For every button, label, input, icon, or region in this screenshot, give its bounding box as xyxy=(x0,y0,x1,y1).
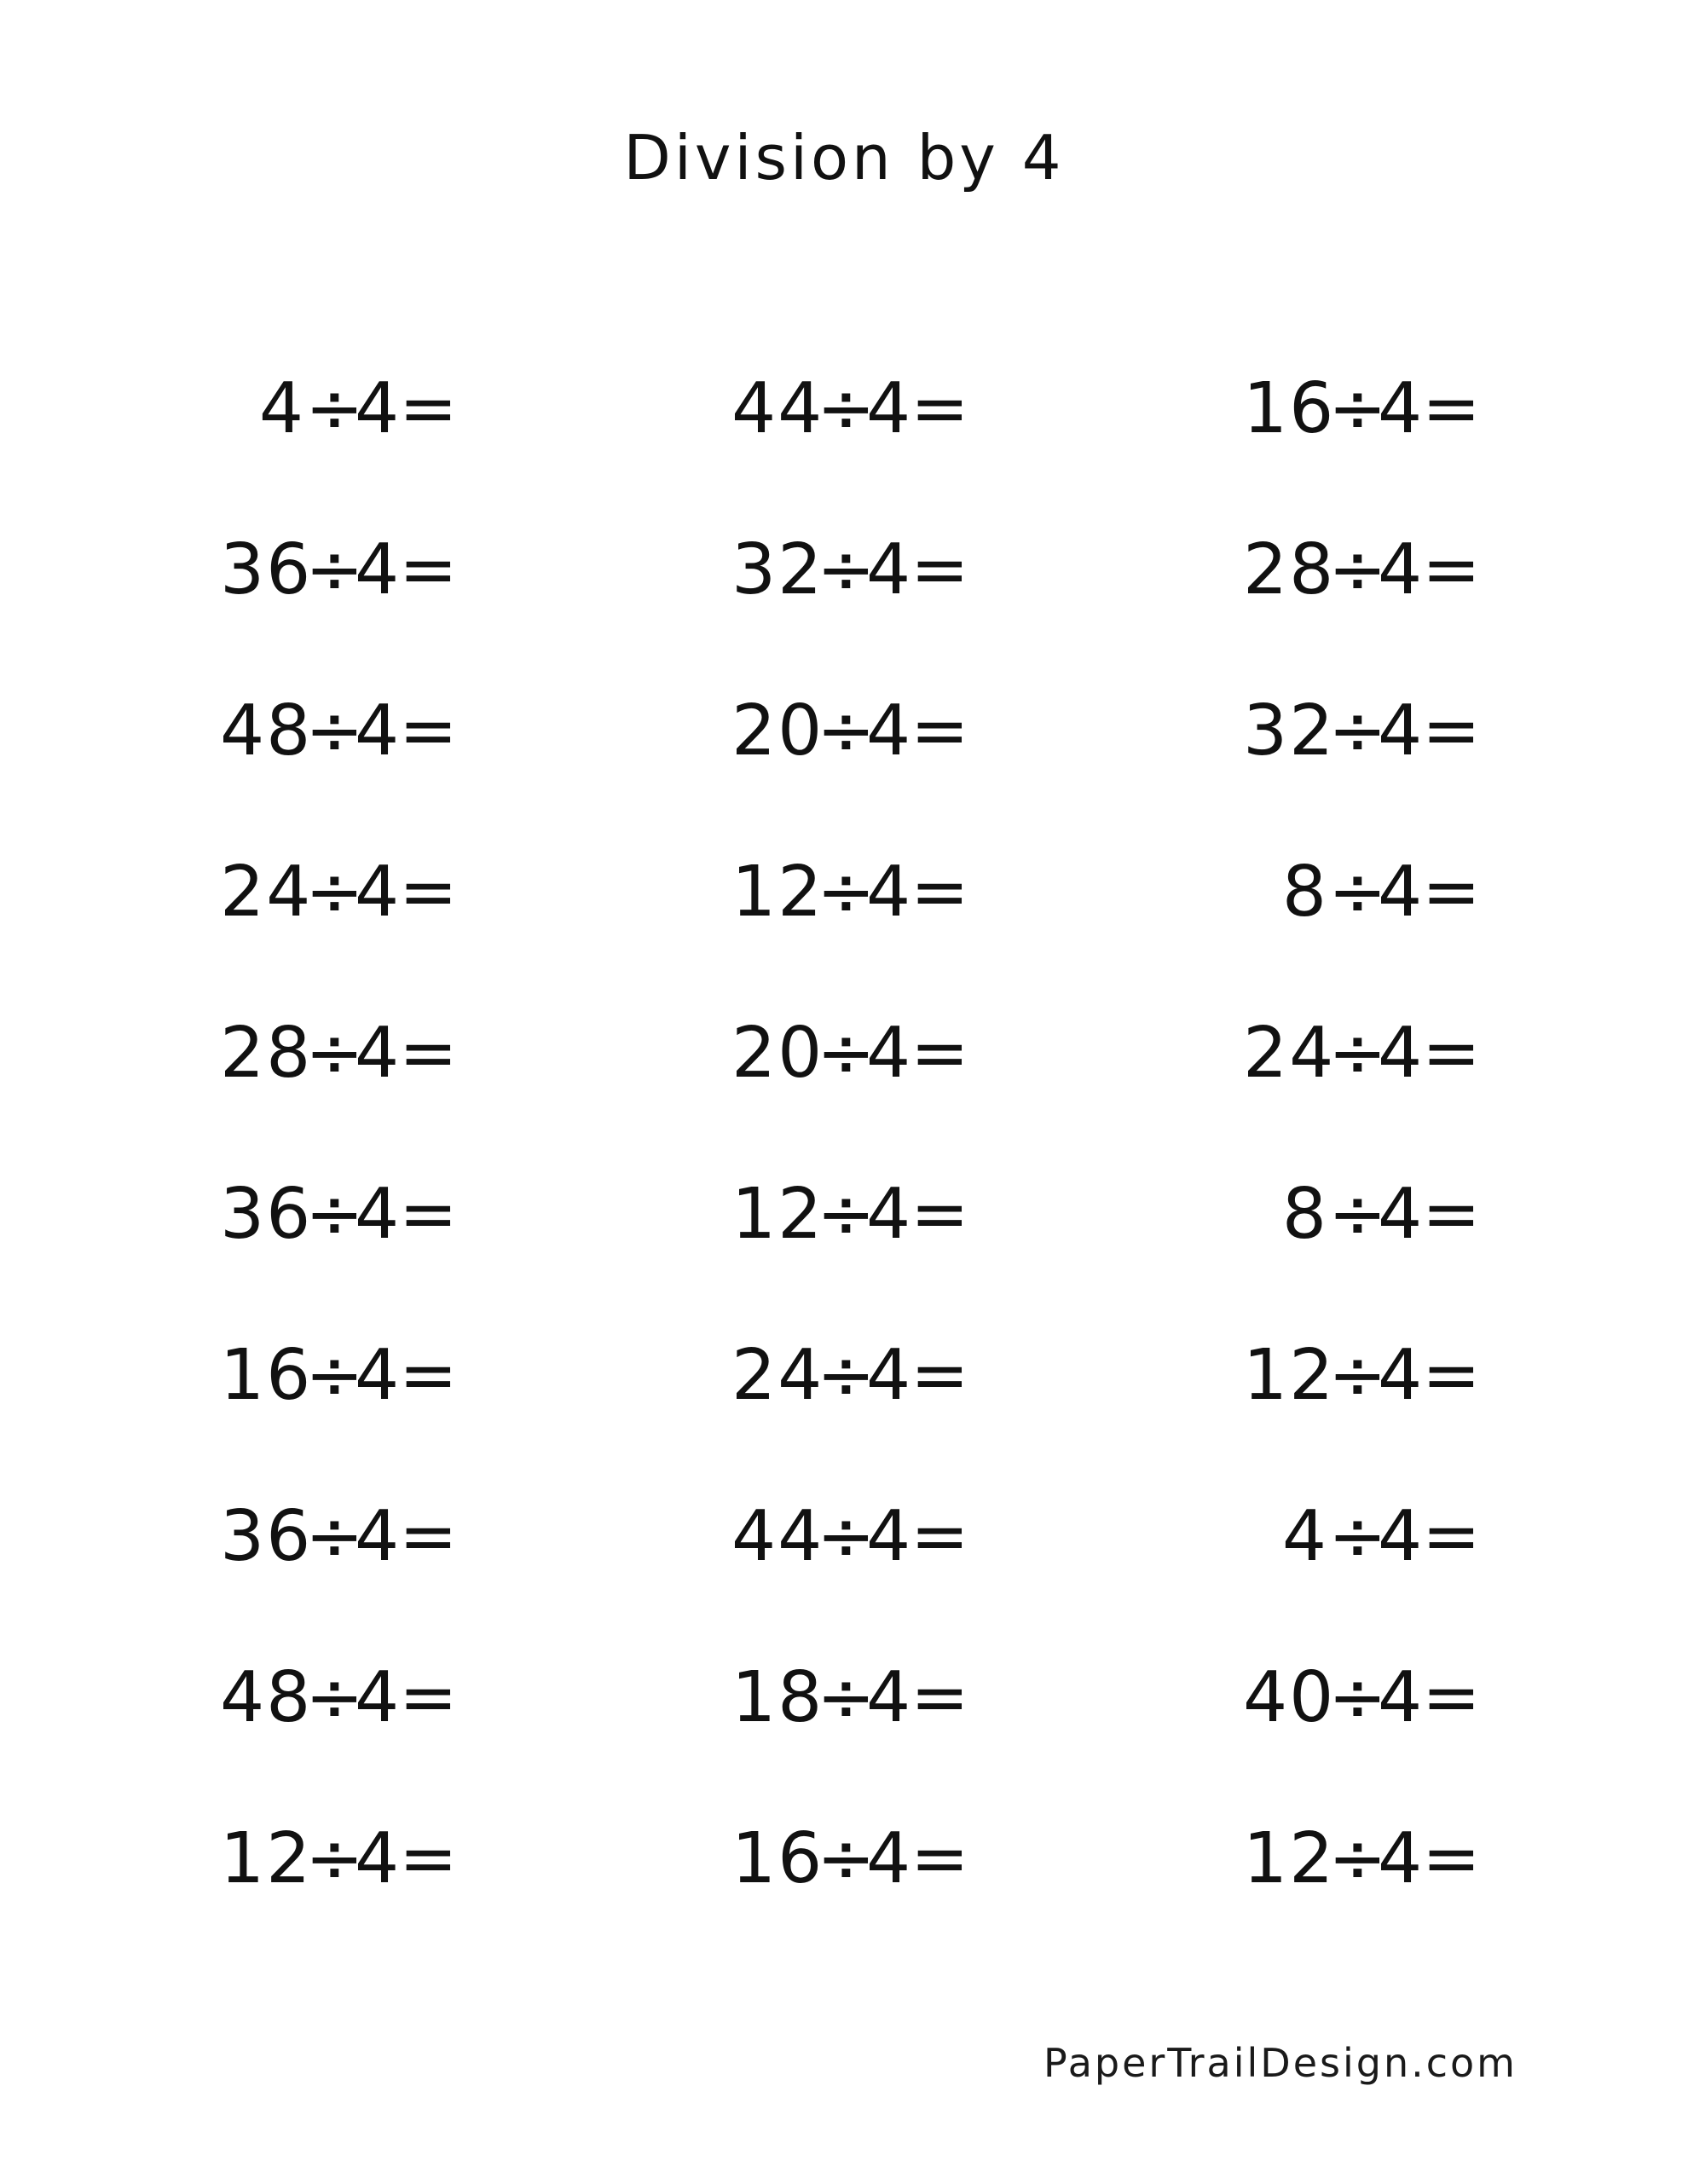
worksheet-title: Division by 4 xyxy=(623,122,1065,194)
problem-operator: ÷ xyxy=(1328,1174,1387,1255)
problem-dividend: 12 xyxy=(731,852,824,933)
problem-equals: = xyxy=(1422,1657,1481,1738)
problem-divisor: 4 xyxy=(1378,690,1423,771)
problem-equals: = xyxy=(1422,529,1481,610)
problem-equals: = xyxy=(1422,1818,1481,1899)
division-problem xyxy=(220,680,458,783)
problem-operator: ÷ xyxy=(1328,1496,1387,1577)
problem-dividend: 40 xyxy=(1243,1657,1336,1738)
problem-divisor: 4 xyxy=(866,529,911,610)
problem-divisor: 4 xyxy=(355,1013,400,1094)
problem-operator: ÷ xyxy=(817,690,876,771)
problem-operator: ÷ xyxy=(305,1335,364,1416)
problem-operator: ÷ xyxy=(817,368,876,449)
problem-equals: = xyxy=(1422,1174,1481,1255)
problem-operator: ÷ xyxy=(305,690,364,771)
problem-equals: = xyxy=(399,1013,458,1094)
problem-dividend: 4 xyxy=(1281,1496,1328,1577)
division-problem xyxy=(1243,680,1481,783)
problem-dividend: 36 xyxy=(220,529,313,610)
problem-dividend: 44 xyxy=(731,368,824,449)
problem-divisor: 4 xyxy=(866,852,911,933)
problem-divisor: 4 xyxy=(866,1496,911,1577)
problem-dividend: 36 xyxy=(220,1174,313,1255)
problem-equals: = xyxy=(1422,368,1481,449)
problem-operator: ÷ xyxy=(817,1818,876,1899)
division-problem xyxy=(1243,841,1481,944)
problem-dividend: 12 xyxy=(1243,1818,1336,1899)
problem-dividend: 24 xyxy=(220,852,313,933)
problem-dividend: 28 xyxy=(1243,529,1336,610)
problem-equals: = xyxy=(399,852,458,933)
division-problem xyxy=(1243,1486,1481,1588)
problem-dividend: 20 xyxy=(731,690,824,771)
problem-row xyxy=(0,1808,1688,1910)
problem-equals: = xyxy=(399,1174,458,1255)
problem-dividend: 12 xyxy=(731,1174,824,1255)
problem-divisor: 4 xyxy=(355,1818,400,1899)
problem-equals: = xyxy=(910,1013,969,1094)
division-problem xyxy=(1243,519,1481,621)
problem-equals: = xyxy=(1422,1013,1481,1094)
problem-dividend: 8 xyxy=(1281,1174,1328,1255)
problem-equals: = xyxy=(910,690,969,771)
division-problem xyxy=(220,1486,458,1588)
division-problem xyxy=(220,1647,458,1749)
footer-website: PaperTrailDesign.com xyxy=(1043,2040,1517,2086)
problem-row xyxy=(0,1002,1688,1105)
problem-equals: = xyxy=(910,1335,969,1416)
problem-equals: = xyxy=(1422,1335,1481,1416)
division-problem xyxy=(220,1002,458,1105)
problem-dividend: 18 xyxy=(731,1657,824,1738)
problem-row xyxy=(0,1164,1688,1266)
problem-dividend: 4 xyxy=(258,368,305,449)
problem-dividend: 12 xyxy=(1243,1335,1336,1416)
problem-row xyxy=(0,519,1688,621)
problem-operator: ÷ xyxy=(305,1174,364,1255)
problem-dividend: 16 xyxy=(731,1818,824,1899)
problem-operator: ÷ xyxy=(1328,1657,1387,1738)
division-problem xyxy=(731,1164,969,1266)
problem-divisor: 4 xyxy=(1378,368,1423,449)
division-problem xyxy=(1243,358,1481,460)
problem-divisor: 4 xyxy=(355,1657,400,1738)
problem-dividend: 36 xyxy=(220,1496,313,1577)
problem-equals: = xyxy=(399,1818,458,1899)
problem-divisor: 4 xyxy=(1378,529,1423,610)
problem-divisor: 4 xyxy=(355,690,400,771)
division-problem xyxy=(220,1808,458,1910)
problem-equals: = xyxy=(399,690,458,771)
problem-operator: ÷ xyxy=(817,1496,876,1577)
division-problem xyxy=(731,1325,969,1427)
problem-divisor: 4 xyxy=(866,1818,911,1899)
problem-divisor: 4 xyxy=(355,368,400,449)
problem-equals: = xyxy=(399,1657,458,1738)
problem-divisor: 4 xyxy=(355,1496,400,1577)
division-problem xyxy=(731,358,969,460)
problem-divisor: 4 xyxy=(1378,1013,1423,1094)
problem-operator: ÷ xyxy=(817,1174,876,1255)
problem-divisor: 4 xyxy=(1378,1174,1423,1255)
division-problem xyxy=(731,1808,969,1910)
problem-equals: = xyxy=(399,529,458,610)
division-problem xyxy=(1243,1808,1481,1910)
problem-divisor: 4 xyxy=(1378,1818,1423,1899)
problem-equals: = xyxy=(910,1818,969,1899)
problem-equals: = xyxy=(910,368,969,449)
problem-divisor: 4 xyxy=(866,1013,911,1094)
problem-operator: ÷ xyxy=(1328,1013,1387,1094)
problem-divisor: 4 xyxy=(355,1174,400,1255)
problem-operator: ÷ xyxy=(817,1335,876,1416)
problem-operator: ÷ xyxy=(1328,1335,1387,1416)
problem-operator: ÷ xyxy=(817,852,876,933)
problem-divisor: 4 xyxy=(866,368,911,449)
problem-operator: ÷ xyxy=(305,1657,364,1738)
problem-divisor: 4 xyxy=(866,1174,911,1255)
problem-row xyxy=(0,680,1688,783)
problem-equals: = xyxy=(399,1335,458,1416)
division-problem xyxy=(220,358,458,460)
division-problem xyxy=(731,1002,969,1105)
division-problem xyxy=(731,1486,969,1588)
problem-operator: ÷ xyxy=(305,852,364,933)
division-problem xyxy=(1243,1647,1481,1749)
division-problem xyxy=(220,1325,458,1427)
problem-operator: ÷ xyxy=(817,1013,876,1094)
problem-operator: ÷ xyxy=(1328,529,1387,610)
division-problem xyxy=(220,519,458,621)
problem-dividend: 12 xyxy=(220,1818,313,1899)
problem-dividend: 48 xyxy=(220,1657,313,1738)
problem-equals: = xyxy=(399,1496,458,1577)
problem-operator: ÷ xyxy=(305,1818,364,1899)
problem-operator: ÷ xyxy=(305,529,364,610)
problem-operator: ÷ xyxy=(1328,690,1387,771)
problem-equals: = xyxy=(910,1174,969,1255)
problem-divisor: 4 xyxy=(355,1335,400,1416)
problem-equals: = xyxy=(1422,852,1481,933)
problem-row xyxy=(0,1325,1688,1427)
problem-operator: ÷ xyxy=(817,1657,876,1738)
problem-operator: ÷ xyxy=(1328,1818,1387,1899)
problem-operator: ÷ xyxy=(305,1013,364,1094)
problem-row xyxy=(0,1647,1688,1749)
problem-divisor: 4 xyxy=(866,1657,911,1738)
problem-dividend: 48 xyxy=(220,690,313,771)
division-problem xyxy=(220,1164,458,1266)
problem-row xyxy=(0,358,1688,460)
problem-equals: = xyxy=(910,1496,969,1577)
problem-dividend: 16 xyxy=(220,1335,313,1416)
problem-equals: = xyxy=(1422,1496,1481,1577)
problem-divisor: 4 xyxy=(355,529,400,610)
problem-divisor: 4 xyxy=(866,690,911,771)
problem-operator: ÷ xyxy=(1328,852,1387,933)
problem-equals: = xyxy=(910,529,969,610)
problem-operator: ÷ xyxy=(305,1496,364,1577)
problem-row xyxy=(0,1486,1688,1588)
problem-equals: = xyxy=(1422,690,1481,771)
problem-equals: = xyxy=(910,1657,969,1738)
division-problem xyxy=(731,1647,969,1749)
problem-divisor: 4 xyxy=(866,1335,911,1416)
division-problem xyxy=(220,841,458,944)
problem-operator: ÷ xyxy=(817,529,876,610)
problem-dividend: 44 xyxy=(731,1496,824,1577)
problem-dividend: 20 xyxy=(731,1013,824,1094)
problem-divisor: 4 xyxy=(1378,1657,1423,1738)
problem-divisor: 4 xyxy=(1378,1335,1423,1416)
division-problem xyxy=(1243,1164,1481,1266)
division-problem xyxy=(731,680,969,783)
problem-equals: = xyxy=(910,852,969,933)
problem-divisor: 4 xyxy=(1378,1496,1423,1577)
division-problem xyxy=(731,519,969,621)
problem-operator: ÷ xyxy=(305,368,364,449)
problem-operator: ÷ xyxy=(1328,368,1387,449)
problem-dividend: 16 xyxy=(1243,368,1336,449)
problem-divisor: 4 xyxy=(355,852,400,933)
problem-equals: = xyxy=(399,368,458,449)
problem-dividend: 32 xyxy=(1243,690,1336,771)
division-problem xyxy=(731,841,969,944)
division-problem xyxy=(1243,1325,1481,1427)
problem-divisor: 4 xyxy=(1378,852,1423,933)
problem-dividend: 24 xyxy=(731,1335,824,1416)
problem-dividend: 28 xyxy=(220,1013,313,1094)
problem-row xyxy=(0,841,1688,944)
problem-dividend: 32 xyxy=(731,529,824,610)
division-problem xyxy=(1243,1002,1481,1105)
problem-dividend: 8 xyxy=(1281,852,1328,933)
problem-dividend: 24 xyxy=(1243,1013,1336,1094)
